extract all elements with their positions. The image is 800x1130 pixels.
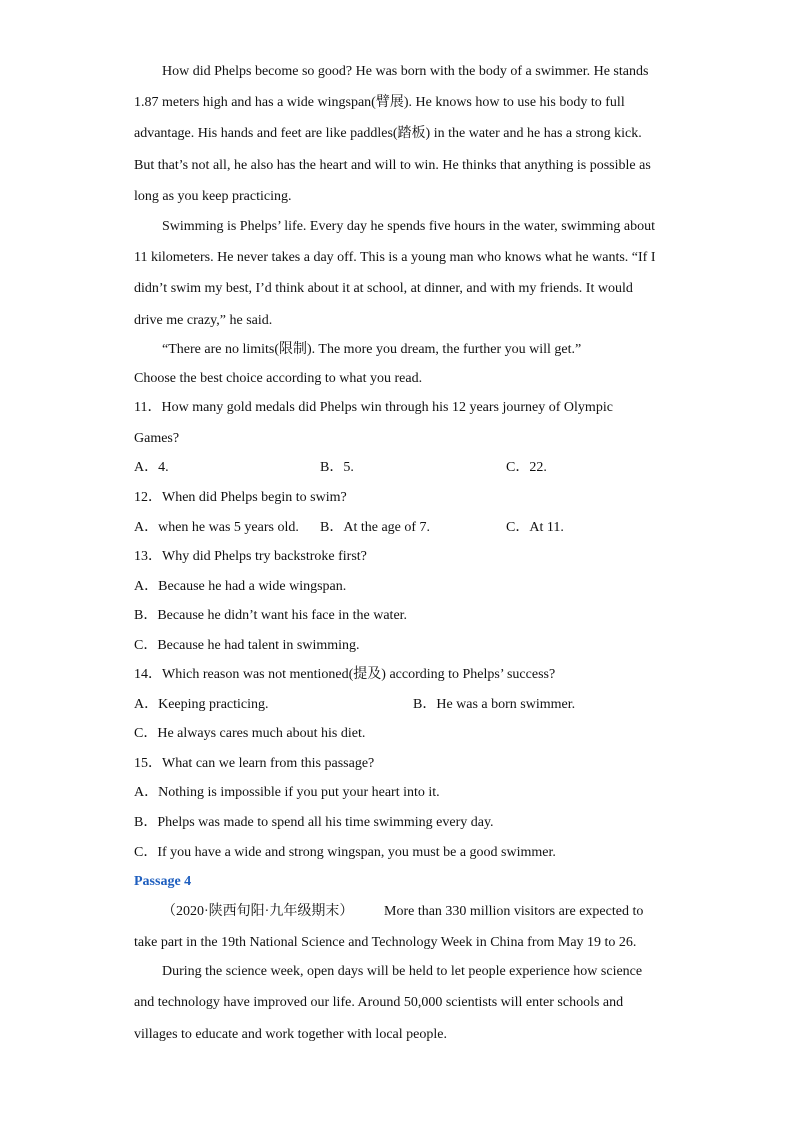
paragraph-line: During the science week, open days will be held to let people experience how science [162, 964, 643, 979]
question-stem: Games? [134, 431, 180, 446]
option-a: A．4. [134, 460, 169, 475]
paragraph-line: villages to educate and work together with local people. [134, 1027, 447, 1042]
option-a: A．Because he had a wide wingspan. [134, 579, 347, 594]
paragraph-line: More than 330 million visitors are expected to [384, 904, 644, 919]
paragraph-line: 1.87 meters high and has a wide wingspan(臂展). He knows how to use his body to full [134, 95, 625, 110]
option-a: A．Nothing is impossible if you put your heart into it. [134, 785, 440, 800]
paragraph-line: take part in the 19th National Science and Technology Week in China from May 19 to 26. [134, 935, 637, 950]
paragraph-line: 11 kilometers. He never takes a day off. This is a young man who knows what he wants. “If I [134, 250, 656, 265]
paragraph-line: But that’s not all, he also has the heart and will to win. He thinks that anything is possible as [134, 158, 651, 173]
paragraph-line: and technology have improved our life. Around 50,000 scientists will enter schools and [134, 995, 624, 1010]
option-a: A．Keeping practicing. [134, 697, 269, 712]
option-b: B．Because he didn’t want his face in the water. [134, 608, 408, 623]
option-b: B．He was a born swimmer. [413, 697, 576, 712]
question-stem: 12．When did Phelps begin to swim? [134, 490, 347, 505]
question-stem: 13．Why did Phelps try backstroke first? [134, 549, 367, 564]
paragraph-line: didn’t swim my best, I’d think about it at school, at dinner, and with my friends. It would [134, 281, 633, 296]
option-c: C．22. [506, 460, 547, 475]
question-stem: 11．How many gold medals did Phelps win through his 12 years journey of Olympic [134, 400, 613, 415]
question-stem: 14．Which reason was not mentioned(提及) according to Phelps’ success? [134, 667, 556, 682]
option-b: B．Phelps was made to spend all his time swimming every day. [134, 815, 494, 830]
paragraph-line: How did Phelps become so good? He was born with the body of a swimmer. He stands [162, 64, 649, 79]
source-tag: （2020·陕西旬阳·九年级期末） [162, 904, 354, 919]
paragraph-line: “There are no limits(限制). The more you dream, the further you will get.” [162, 342, 582, 357]
instruction-line: Choose the best choice according to what you read. [134, 371, 423, 386]
question-stem: 15．What can we learn from this passage? [134, 756, 375, 771]
option-c: C．Because he had talent in swimming. [134, 638, 360, 653]
option-c: C．He always cares much about his diet. [134, 726, 366, 741]
option-b: B．5. [320, 460, 354, 475]
paragraph-line: Swimming is Phelps’ life. Every day he spends five hours in the water, swimming about [162, 219, 655, 234]
option-c: C．If you have a wide and strong wingspan, you must be a good swimmer. [134, 845, 556, 860]
paragraph-line: long as you keep practicing. [134, 189, 292, 204]
option-b: B．At the age of 7. [320, 520, 431, 535]
paragraph-line: advantage. His hands and feet are like paddles(踏板) in the water and he has a strong kick. [134, 126, 642, 141]
option-a: A．when he was 5 years old. [134, 520, 299, 535]
option-c: C．At 11. [506, 520, 564, 535]
passage-heading: Passage 4 [134, 874, 192, 889]
paragraph-line: drive me crazy,” he said. [134, 313, 273, 328]
